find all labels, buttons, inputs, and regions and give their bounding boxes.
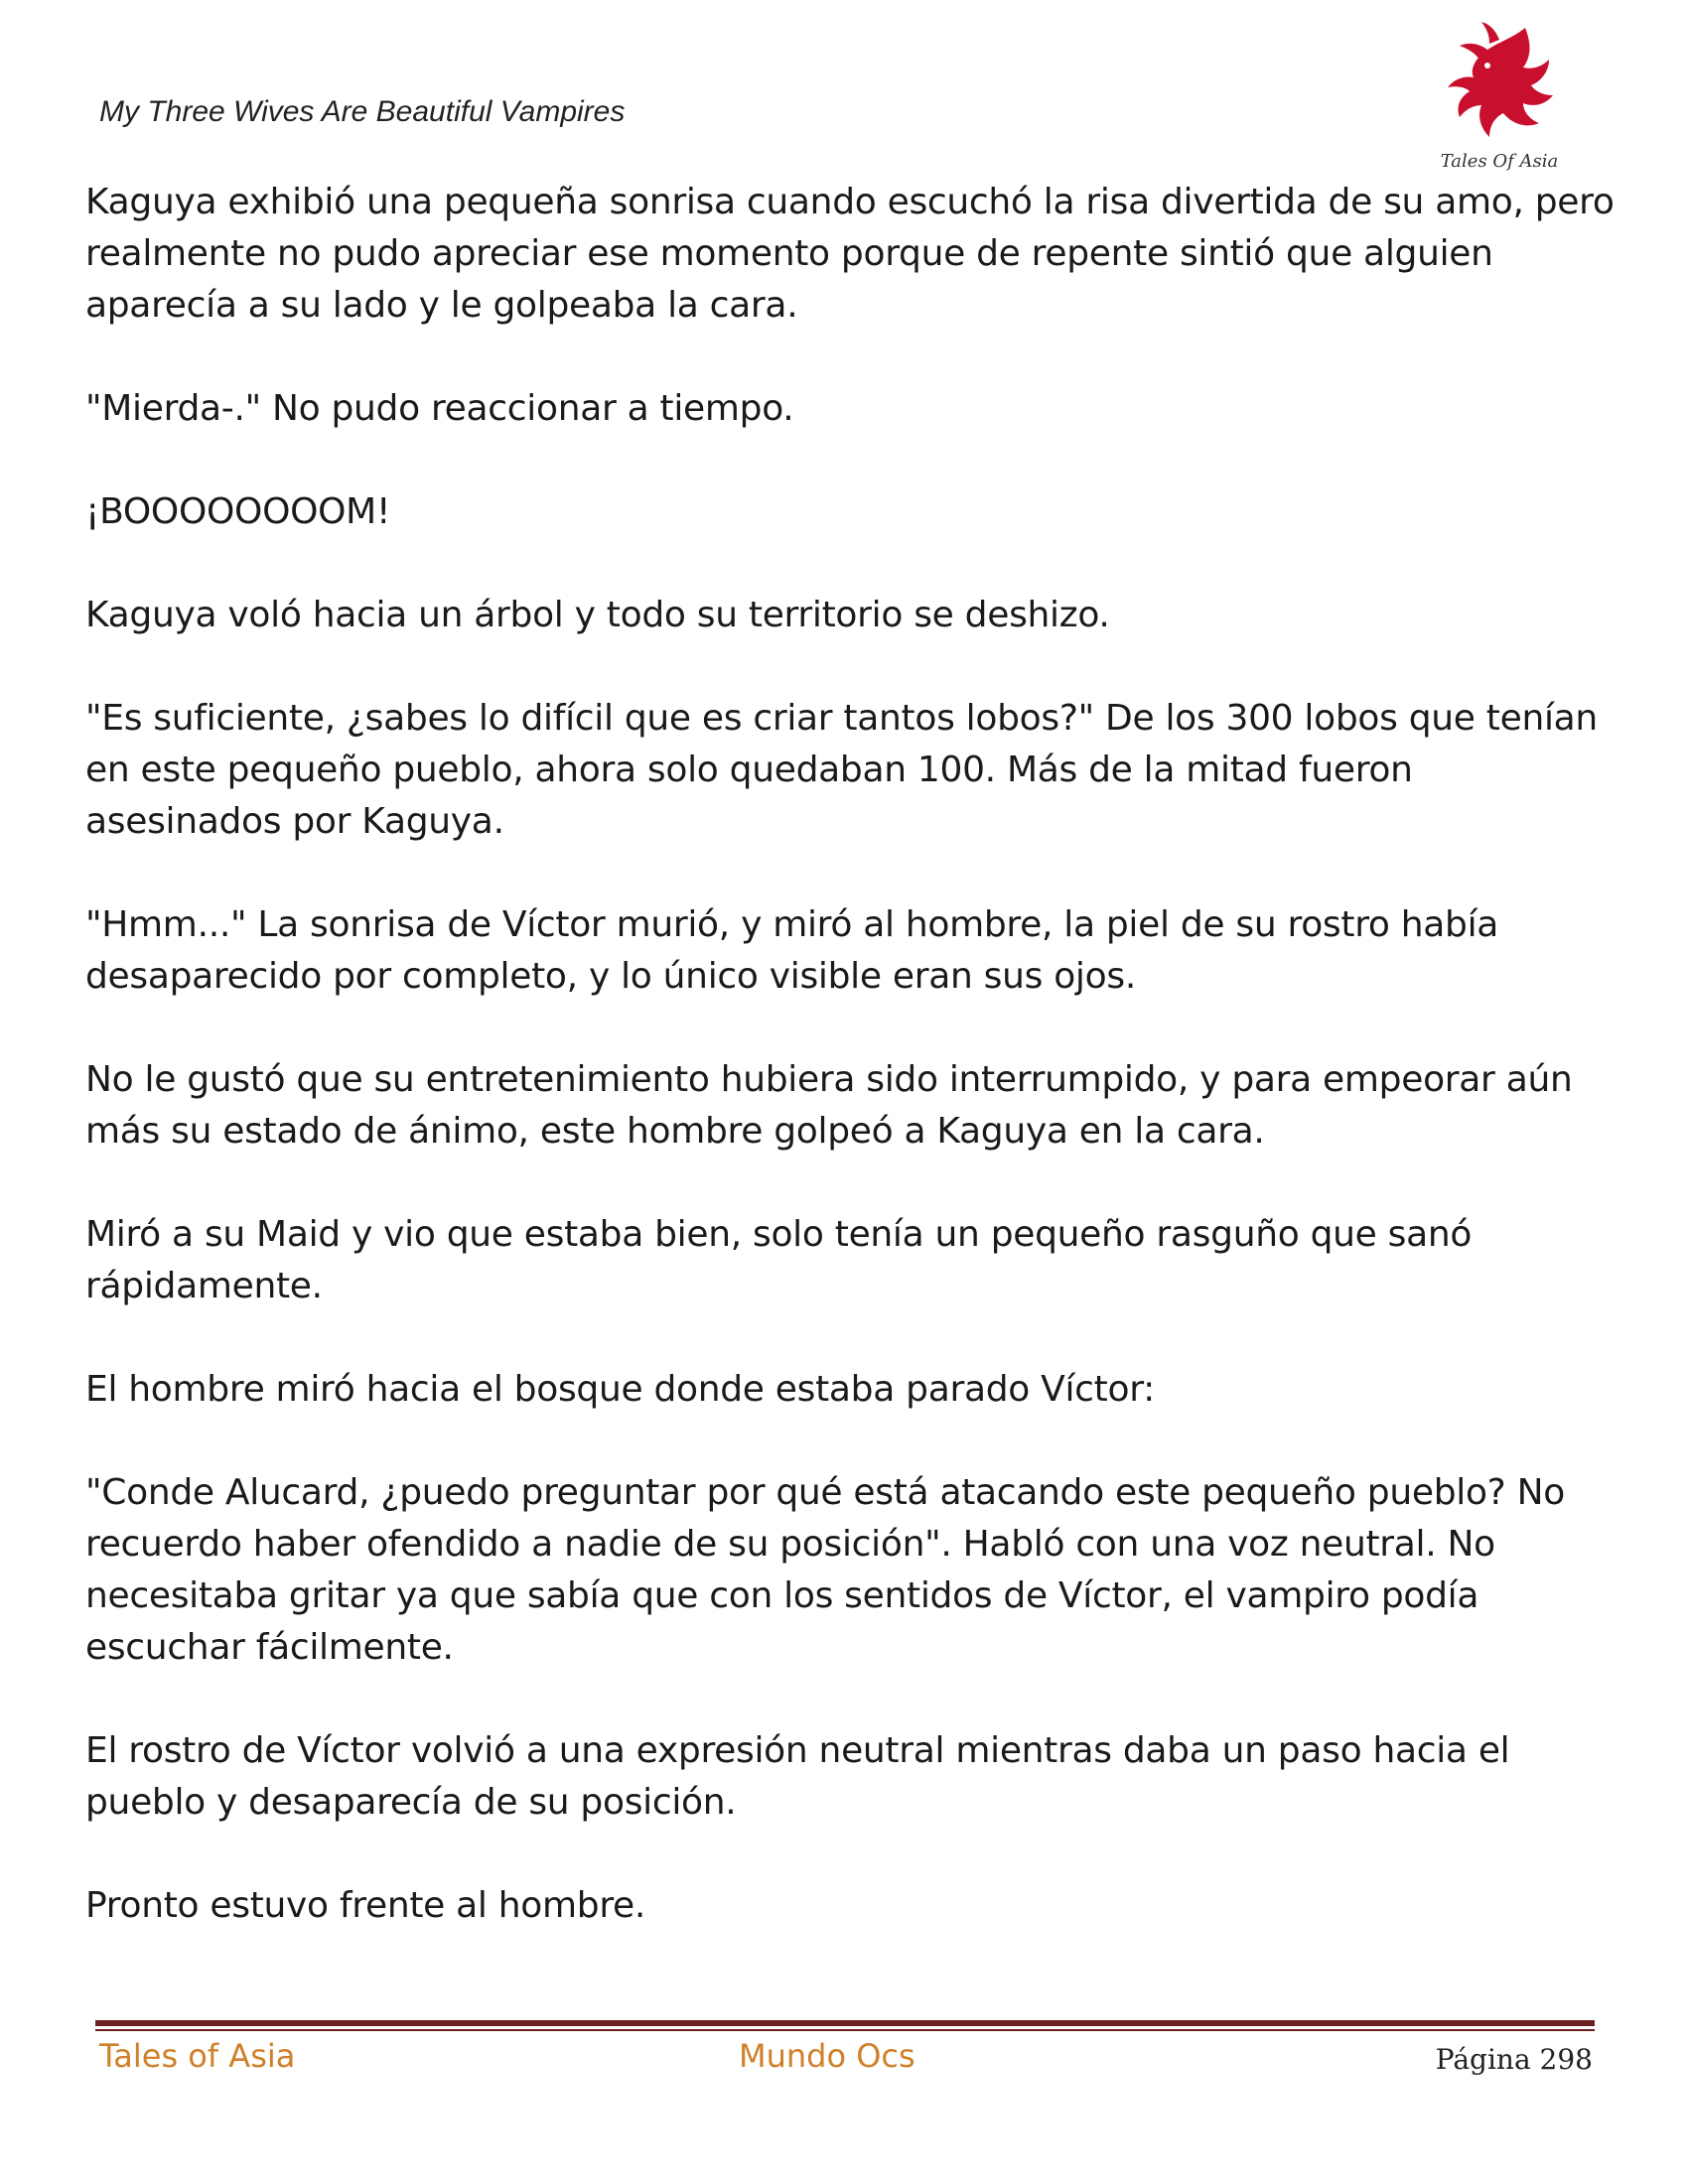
paragraph: El hombre miró hacia el bosque donde estaba parado Víctor:	[85, 1369, 1155, 1410]
book-title: My Three Wives Are Beautiful Vampires	[99, 95, 626, 128]
paragraph: Kaguya voló hacia un árbol y todo su territorio se deshizo.	[85, 595, 1110, 635]
page-number: Página 298	[1435, 2043, 1593, 2076]
paragraph: "Conde Alucard, ¿puedo preguntar por qué está atacando este pequeño pueblo? No recuerdo haber ofendido a nadie de su posición". Habló con una voz neutral. No necesitaba gritar ya que sabía que con los sentidos de Víctor, el vampiro podía escuchar fácilmente.	[85, 1472, 1565, 1668]
footer-divider-thin	[95, 2029, 1595, 2031]
paragraph: "Hmm..." La sonrisa de Víctor murió, y miró al hombre, la piel de su rostro había desaparecido por completo, y lo único visible eran sus ojos.	[85, 904, 1499, 997]
tales-of-asia-logo	[1430, 20, 1569, 179]
paragraph: Pronto estuvo frente al hombre.	[85, 1885, 646, 1926]
paragraph: "Es suficiente, ¿sabes lo difícil que es criar tantos lobos?" De los 300 lobos que tenían en este pequeño pueblo, ahora solo quedaban 100. Más de la mitad fueron asesinados por Kaguya.	[85, 698, 1598, 842]
paragraph: No le gustó que su entretenimiento hubiera sido interrumpido, y para empeorar aún más su estado de ánimo, este hombre golpeó a Kaguya en la cara.	[85, 1059, 1573, 1152]
chapter-body	[85, 177, 1615, 1983]
paragraph: Kaguya exhibió una pequeña sonrisa cuando escuchó la risa divertida de su amo, pero realmente no pudo apreciar ese momento porque de repente sintió que alguien aparecía a su lado y le golpeaba la cara.	[85, 182, 1615, 326]
dragon-icon	[1430, 20, 1569, 149]
paragraph: El rostro de Víctor volvió a una expresión neutral mientras daba un paso hacia el pueblo y desaparecía de su posición.	[85, 1730, 1510, 1823]
footer-site-name: Tales of Asia	[99, 2037, 296, 2075]
footer-divider	[95, 2020, 1595, 2026]
logo-text: Tales Of Asia	[1440, 151, 1559, 172]
paragraph: "Mierda-." No pudo reaccionar a tiempo.	[85, 388, 794, 429]
footer-translator: Mundo Ocs	[739, 2037, 915, 2075]
paragraph: ¡BOOOOOOOOM!	[85, 491, 391, 532]
paragraph: Miró a su Maid y vio que estaba bien, solo tenía un pequeño rasguño que sanó rápidamente.	[85, 1214, 1473, 1306]
